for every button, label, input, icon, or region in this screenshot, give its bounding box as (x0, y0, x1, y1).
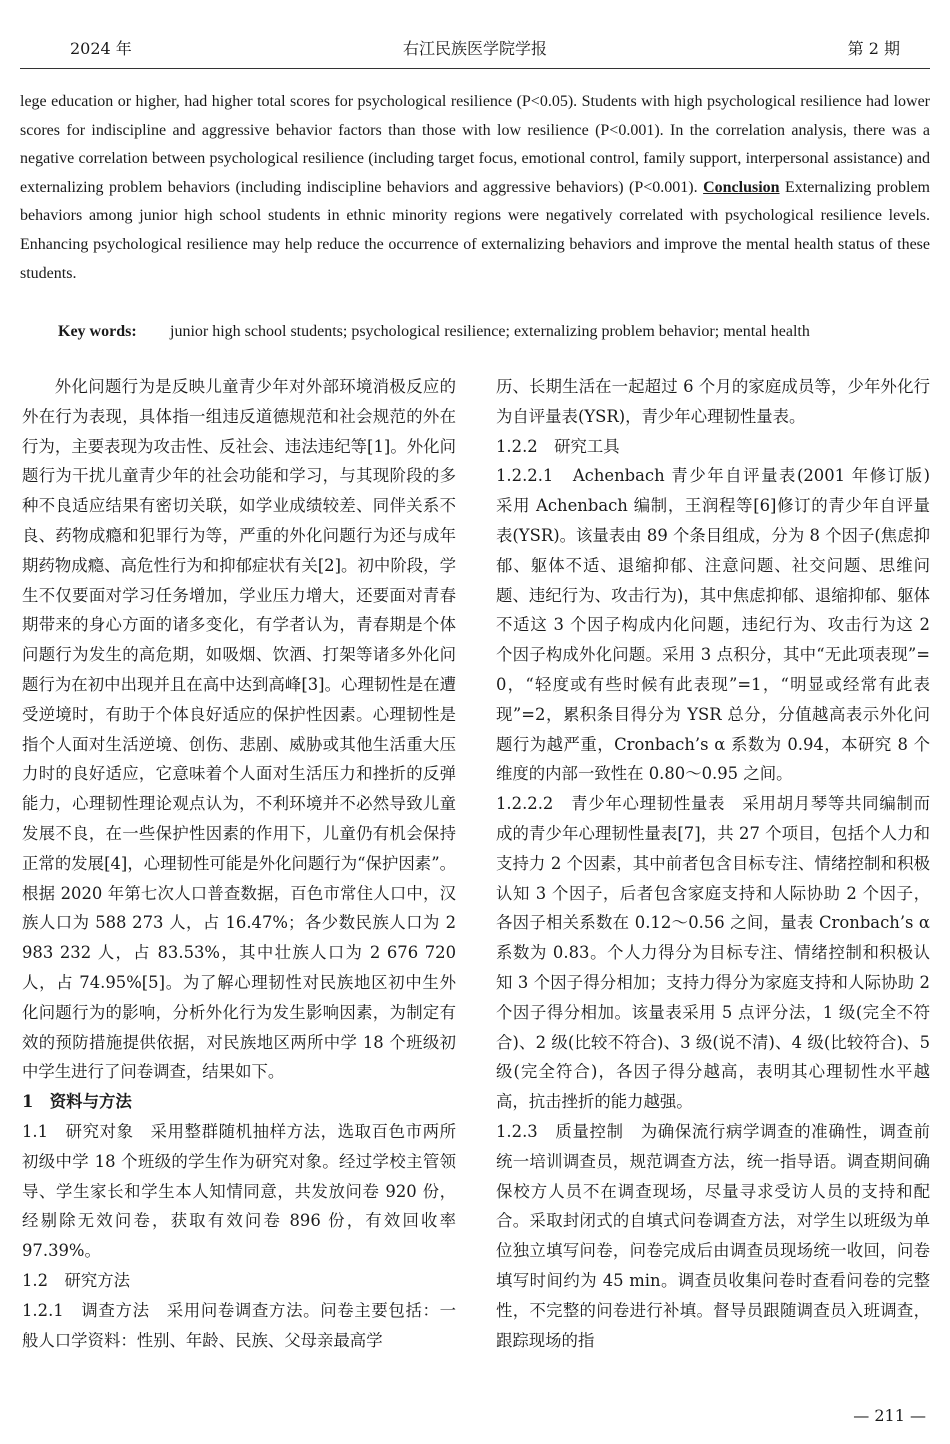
keywords (58, 318, 932, 347)
english-abstract (20, 88, 930, 288)
header-issue: 第 2 期 (847, 39, 900, 58)
intro-paragraph: 外化问题行为是反映儿童青少年对外部环境消极反应的外在行为表现，具体指一组违反道德规范和社会规范的外在行为，主要表现为攻击性、反社会、违法违纪等[1]。外化问题行为干扰儿童青少年的社会功能和学习，与其现阶段的多种不良适应结果有密切关联，如学业成绩较差、同伴关系不良、药物成瘾和犯罪行为等，严重的外化问题行为还与成年期药物成瘾、高危性行为和抑郁症状有关[2]。初中阶段，学生不仅要面对学习任务增加，学业压力增大，还要面对青春期带来的身心方面的诸多变化，有学者认为，青春期是个体问题行为发生的高危期，如吸烟、饮酒、打架等诸多外化问题行为在初中出现并且在高中达到高峰[3]。心理韧性是在遭受逆境时，有助于个体良好适应的保护性因素。心理韧性是指个人面对生活逆境、创伤、悲剧、威胁或其他生活重大压力时的良好适应，它意味着个人面对生活压力和挫折的反弹能力，心理韧性理论观点认为，不利环境并不必然导致儿童发展不良，在一些保护性因素的作用下，儿童仍有机会保持正常的发展[4]，心理韧性可能是外化问题行为“保护因素”。根据 2020 年第七次人口普查数据，百色市常住人口中，汉族人口为 588 273 人，占 16.47%；各少数民族人口为 2 983 232 人，占 83.53%，其中壮族人口为 2 676 720 人，占 74.95%[5]。为了解心理韧性对民族地区初中生外化问题行为的影响，分析外化行为发生影响因素，为制定有效的预防措施提供依据，对民族地区两所中学 18 个班级初中学生进行了问卷调查，结果如下。 (22, 377, 456, 1082)
page-number: — 211 — (853, 1406, 926, 1425)
left-column (22, 372, 456, 1355)
section-1-title: 1 资料与方法 (22, 1092, 132, 1112)
section-1-1: 1.1 研究对象 采用整群随机抽样方法，选取百色市两所初级中学 18 个班级的学生作为研究对象。经过学校主管领导、学生家长和学生本人知情同意，共发放问卷 920 份，经剔除无效问卷，获取有效问卷 896 份，有效回收率 97.39%。 (22, 1121, 456, 1261)
abstract-conclusion-text: Externalizing problem behaviors among junior high school students in ethnic minority regions were negatively correlated with psychological resilience levels. Enhancing psychological resilience may help reduce the occurrence of externalizing behaviors and improve the mental health status of these students. (20, 178, 931, 282)
keywords-text: junior high school students; psychological resilience; externalizing problem behavior; mental health (170, 323, 810, 340)
section-1-2-2-title: 1.2.2 研究工具 (496, 436, 620, 456)
section-1-2-2-2: 1.2.2.2 青少年心理韧性量表 采用胡月琴等共同编制而成的青少年心理韧性量表[7]，共 27 个项目，包括个人力和支持力 2 个因素，其中前者包含目标专注、情绪控制和积极认知 3 个因子，后者包含家庭支持和人际协助 2 个因子，各因子相关系数在 0.12～0.56 之间，量表 Cronbach’s α 系数为 0.83。个人力得分为目标专注、情绪控制和积极认知 3 个因子得分相加；支持力得分为家庭支持和人际协助 2 个因子得分相加。该量表采用 5 点评分法，1 级(完全不符合)、2 级(比较不符合)、3 级(说不清)、4 级(比较符合)、5 级(完全符合)，各因子得分越高，表明其心理韧性水平越高，抗击挫折的能力越强。 (496, 794, 930, 1112)
header-year: 2024 年 (70, 39, 132, 58)
right-column (496, 372, 947, 1355)
section-1-2-3: 1.2.3 质量控制 为确保流行病学调查的准确性，调查前统一培训调查员，规范调查方法，统一指导语。调查期间确保校方人员不在调查现场，尽量寻求受访人员的支持和配合。采取封闭式的自填式问卷调查方法，对学生以班级为单位独立填写问卷，问卷完成后由调查员现场统一收回，问卷填写时间约为 45 min。调查员收集问卷时查看问卷的完整性，不完整的问卷进行补填。督导员跟随调查员入班调查，跟踪现场的指 (496, 1121, 930, 1350)
running-header (20, 34, 930, 69)
section-1-2-1: 1.2.1 调查方法 采用问卷调查方法。问卷主要包括：一般人口学资料：性别、年龄、民族、父母亲最高学 (22, 1300, 456, 1350)
abstract-conclusion-label: Conclusion (703, 178, 780, 196)
abstract-results-text: lege education or higher, had higher total scores for psychological resilience (P<0.05). Students with high psychological resilience had lower scores for indiscipline and aggressive behavior factors than those with low resilience (P<0.001). In the correlation analysis, there was a negative correlation between psychological resilience (including target focus, emotional control, family support, interpersonal assistance) and externalizing problem behaviors (including indiscipline behaviors and aggressive behaviors) (P<0.001). (20, 93, 930, 196)
keywords-label: Key words: (58, 323, 137, 340)
section-1-2-2-1: 1.2.2.1 Achenbach 青少年自评量表(2001 年修订版) 采用 Achenbach 编制，王润程等[6]修订的青少年自评量表(YSR)。该量表由 89 个条目组成，分为 8 个因子(焦虑抑郁、躯体不适、退缩抑郁、注意问题、社交问题、思维问题、违纪行为、攻击行为)，其中焦虑抑郁、退缩抑郁、躯体不适这 3 个因子构成内化问题，违纪行为、攻击行为这 2 个因子构成外化问题。采用 3 点积分，其中“无此项表现”= 0，“轻度或有些时候有此表现”=1，“明显或经常有此表现”=2，累积条目得分为 YSR 总分，分值越高表示外化问题行为越严重，Cronbach’s α 系数为 0.94，本研究 8 个维度的内部一致性在 0.80～0.95 之间。 (496, 466, 947, 784)
section-1-2-title: 1.2 研究方法 (22, 1270, 131, 1290)
header-journal-title: 右江民族医学院学报 (402, 39, 547, 58)
section-1-2-1-continued: 历、长期生活在一起超过 6 个月的家庭成员等，少年外化行为自评量表(YSR)，青少年心理韧性量表。 (496, 377, 930, 426)
